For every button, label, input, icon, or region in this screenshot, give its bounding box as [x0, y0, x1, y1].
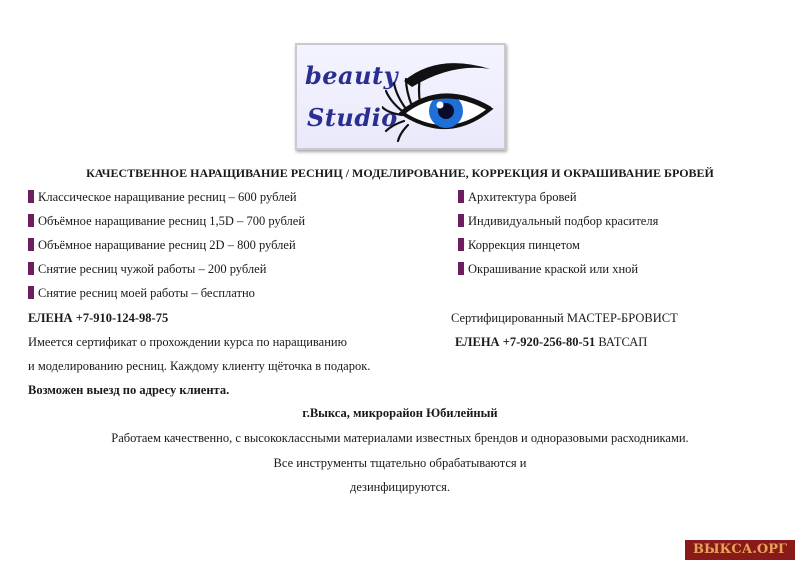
service-label: Архитектура бровей — [468, 190, 577, 204]
page-heading: КАЧЕСТВЕННОЕ НАРАЩИВАНИЕ РЕСНИЦ / МОДЕЛИРОВАНИЕ, КОРРЕКЦИЯ И ОКРАШИВАНИЕ БРОВЕЙ — [86, 166, 714, 180]
footer-line1: Работаем качественно, с высококлассными материалами известных брендов и одноразовыми расходниками. — [111, 431, 689, 445]
eye-logo-icon — [382, 51, 502, 146]
service-item — [458, 238, 580, 253]
service-item — [28, 262, 266, 277]
service-item — [28, 286, 255, 301]
master-lash-phone: ЕЛЕНА +7-910-124-98-75 — [28, 311, 169, 325]
address-line: г.Выкса, микрорайон Юбилейный — [302, 406, 498, 420]
service-label: Индивидуальный подбор красителя — [468, 214, 659, 228]
service-label: Классическое наращивание ресниц – 600 рублей — [38, 190, 297, 204]
bullet-marker — [28, 214, 34, 227]
service-item — [458, 214, 658, 229]
service-item — [28, 238, 296, 253]
site-watermark: ВЫКСА.ОРГ — [685, 540, 795, 560]
home-visit-note: Возможен выезд по адресу клиента. — [28, 383, 230, 397]
logo-text-beauty: beauty — [305, 61, 399, 90]
brow-phone-number: ЕЛЕНА +7-920-256-80-51 — [455, 335, 596, 349]
service-label: Объёмное наращивание ресниц 2D – 800 рублей — [38, 238, 296, 252]
studio-logo — [295, 43, 506, 150]
bullet-marker — [458, 214, 464, 227]
logo-text-studio: Studio — [307, 103, 398, 132]
service-label: Окрашивание краской или хной — [468, 262, 639, 276]
bullet-marker — [28, 286, 34, 299]
service-label: Снятие ресниц чужой работы – 200 рублей — [38, 262, 267, 276]
brow-master-phone — [455, 335, 647, 350]
bullet-marker — [28, 262, 34, 275]
footer-line2: Все инструменты тщательно обрабатываются и — [273, 456, 527, 470]
service-item — [458, 262, 638, 277]
whatsapp-label: ВАТСАП — [595, 335, 648, 349]
bullet-marker — [28, 190, 34, 203]
service-label: Коррекция пинцетом — [468, 238, 580, 252]
service-label: Снятие ресниц моей работы – бесплатно — [38, 286, 255, 300]
service-label: Объёмное наращивание ресниц 1,5D – 700 рублей — [38, 214, 306, 228]
certificate-text-line2: и моделированию ресниц. Каждому клиенту щёточка в подарок. — [28, 359, 371, 373]
brow-master-title: Сертифицированный МАСТЕР-БРОВИСТ — [451, 311, 678, 325]
bullet-marker — [458, 238, 464, 251]
service-item — [28, 214, 305, 229]
service-item — [28, 190, 297, 205]
bullet-marker — [458, 190, 464, 203]
bullet-marker — [458, 262, 464, 275]
bullet-marker — [28, 238, 34, 251]
service-item — [458, 190, 577, 205]
footer-line3: дезинфицируются. — [349, 480, 451, 494]
certificate-text-line1: Имеется сертификат о прохождении курса по наращиванию — [28, 335, 347, 349]
